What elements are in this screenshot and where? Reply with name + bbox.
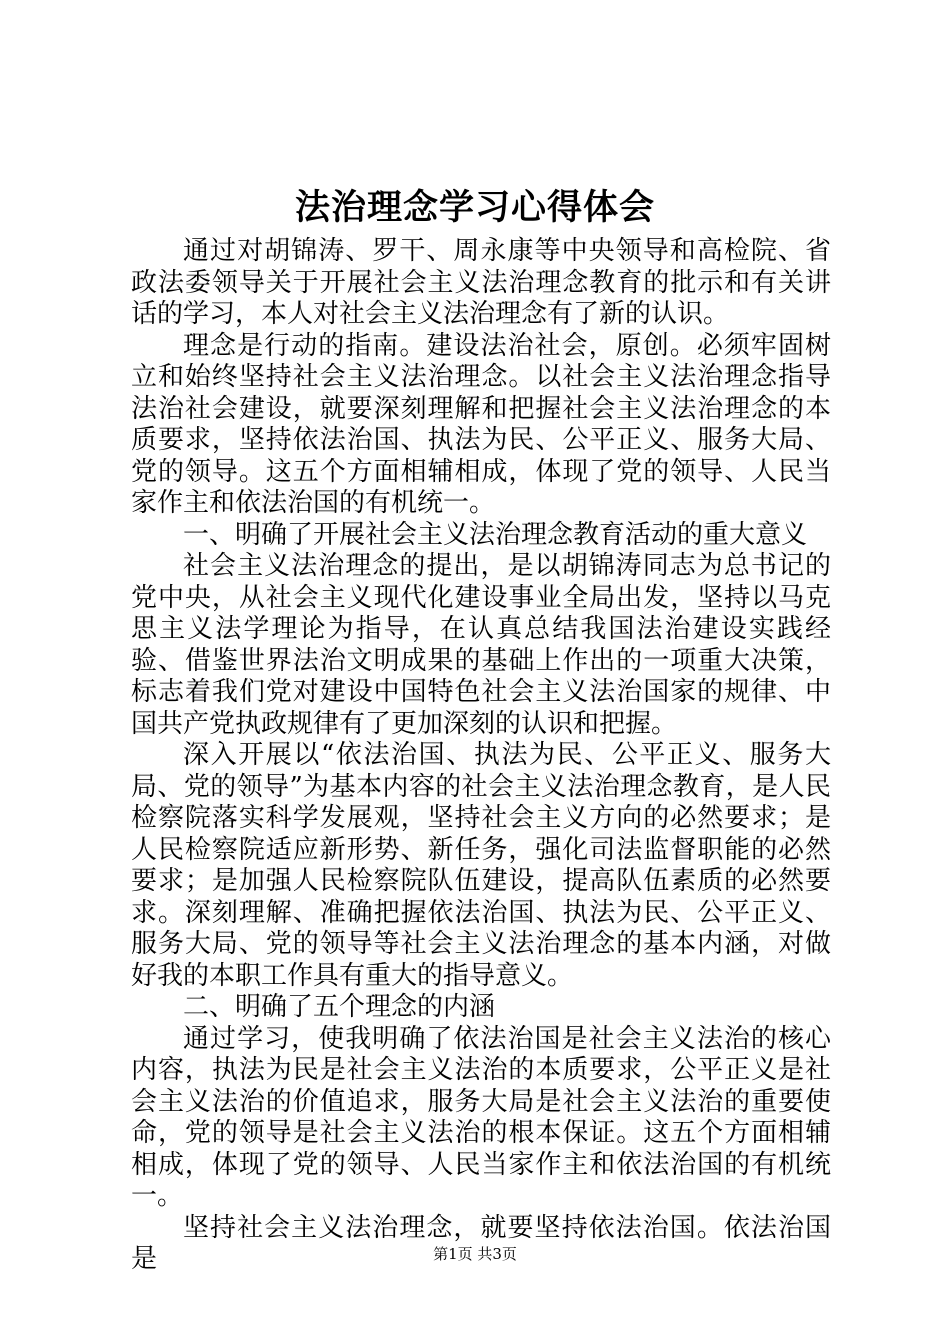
document-title: 法治理念学习心得体会 (294, 187, 655, 228)
paragraph-significance: 社会主义法治理念的提出，是以胡锦涛同志为总书记的党中央，从社会主义现代化建设事业全局出发，坚持以马克思主义法学理论为指导，在认真总结我国法治建设实践经验、借鉴世界法治文明成果的基础上作出的一项重大决策，标志着我们党对建设中国特色社会主义法治国家的规律、中国共产党执政规律有了更加深刻的认识和把握。 (131, 551, 831, 739)
paragraph-education: 深入开展以“依法治国、执法为民、公平正义、服务大局、党的领导”为基本内容的社会主义法治理念教育，是人民检察院落实科学发展观，坚持社会主义方向的必然要求；是人民检察院适应新形势、新任务，强化司法监督职能的必然要求；是加强人民检察院队伍建设，提高队伍素质的必然要求。深刻理解、准确把握依法治国、执法为民、公平正义、服务大局、党的领导等社会主义法治理念的基本内涵，对做好我的本职工作具有重大的指导意义。 (131, 740, 831, 991)
paragraph-concept: 理念是行动的指南。建设法治社会，原创。必须牢固树立和始终坚持社会主义法治理念。以社会主义法治理念指导法治社会建设，就要深刻理解和把握社会主义法治理念的本质要求，坚持依法治国、执法为民、公平正义、服务大局、党的领导。这五个方面相辅相成，体现了党的领导、人民当家作主和依法治国的有机统一。 (131, 330, 831, 518)
section-heading-2: 二、明确了五个理念的内涵 (183, 992, 496, 1022)
paragraph-rule-of-law: 坚持社会主义法治理念，就要坚持依法治国。依法治国是 (131, 1212, 831, 1274)
paragraph-five-concepts: 通过学习，使我明确了依法治国是社会主义法治的核心内容，执法为民是社会主义法治的本质要求，公平正义是社会主义法治的价值追求，服务大局是社会主义法治的重要使命，党的领导是社会主义法治的根本保证。这五个方面相辅相成，体现了党的领导、人民当家作主和依法治国的有机统一。 (131, 1023, 831, 1211)
section-heading-1: 一、明确了开展社会主义法治理念教育活动的重大意义 (183, 519, 808, 550)
paragraph-intro: 通过对胡锦涛、罗干、周永康等中央领导和高检院、省政法委领导关于开展社会主义法治理念教育的批示和有关讲话的学习，本人对社会主义法治理念有了新的认识。 (131, 236, 831, 329)
document-body (131, 236, 831, 1276)
page-footer: 第1页 共3页 (433, 1245, 517, 1263)
